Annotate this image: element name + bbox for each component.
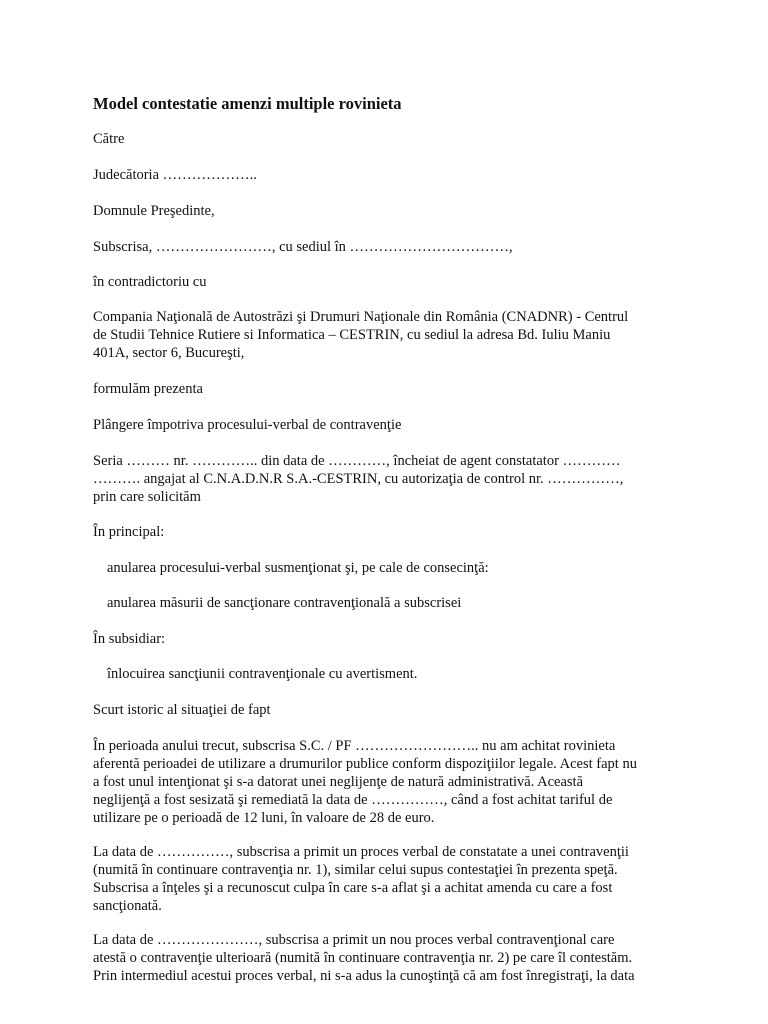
request-item-2: anularea măsurii de sancţionare contravenţională a subscrisei xyxy=(107,595,462,611)
defendant-paragraph xyxy=(93,308,673,362)
document-title: Model contestatie amenzi multiple rovinieta xyxy=(93,94,402,113)
request-item-3: înlocuirea sancţiunii contravenţionale cu avertisment. xyxy=(107,666,418,682)
addressee: Către xyxy=(93,131,125,147)
principal-heading: În principal: xyxy=(93,524,165,540)
history-line-3: a fost unul intenţionat şi s-a datorat unei neglijenţe de natură administrativă. Această xyxy=(93,774,584,790)
series-line-3: prin care solicităm xyxy=(93,489,201,505)
series-line-2: ………. angajat al C.N.A.D.N.R S.A.-CESTRIN, cu autorizaţia de control nr. ……………, xyxy=(93,471,624,487)
first-notice-line-3: Subscrisa a înţeles şi a recunoscut culpa în care s-a aflat şi a achitat amenda cu care a fost xyxy=(93,880,613,896)
court-line: Judecătoria ……………….. xyxy=(93,167,257,183)
history-paragraph xyxy=(93,737,673,827)
claimant-line: Subscrisa, ……………………, cu sediul în ……………………………, xyxy=(93,239,513,255)
second-notice-line-1: La data de …………………, subscrisa a primit un nou proces verbal contravenţional care xyxy=(93,932,615,948)
first-notice-line-4: sancţionată. xyxy=(93,898,162,914)
request-item-1: anularea procesului-verbal susmenţionat şi, pe cale de consecinţă: xyxy=(107,560,489,576)
history-line-4: neglijenţă a fost sesizată şi remediată la data de ……………, când a fost achitat tariful de xyxy=(93,792,613,808)
subsidiary-heading: În subsidiar: xyxy=(93,631,166,647)
history-line-1: În perioada anului trecut, subscrisa S.C. / PF …………………….. nu am achitat rovinieta xyxy=(93,738,616,754)
second-notice-paragraph xyxy=(93,931,673,985)
history-line-2: aferentă perioadei de utilizare a drumurilor publice conform dispoziţiilor legale. Acest fapt nu xyxy=(93,756,637,772)
second-notice-line-3: Prin intermediul acestui proces verbal, ni s-a adus la cunoştinţă că am fost înregistraţi, la data xyxy=(93,968,635,984)
defendant-line-3: 401A, sector 6, Bucureşti, xyxy=(93,345,245,361)
first-notice-paragraph xyxy=(93,843,673,915)
salutation: Domnule Preşedinte, xyxy=(93,203,215,219)
defendant-line-1: Compania Naţională de Autostrăzi şi Drumuri Naţionale din România (CNADNR) - Centrul xyxy=(93,309,629,325)
history-heading: Scurt istoric al situaţiei de fapt xyxy=(93,702,271,718)
history-line-5: utilizare pe o perioadă de 12 luni, în valoare de 28 de euro. xyxy=(93,810,435,826)
series-line-1: Seria ……… nr. ………….. din data de …………, încheiat de agent constatator ………… xyxy=(93,453,621,469)
first-notice-line-2: (numită în continuare contravenţia nr. 1), similar celui supus contestaţiei în prezenta speţă. xyxy=(93,862,618,878)
series-paragraph xyxy=(93,452,673,506)
defendant-line-2: de Studii Tehnice Rutiere si Informatica – CESTRIN, cu sediul la adresa Bd. Iuliu Maniu xyxy=(93,327,611,343)
formulate-line: formulăm prezenta xyxy=(93,381,203,397)
complaint-heading: Plângere împotriva procesului-verbal de contravenţie xyxy=(93,417,402,433)
second-notice-line-2: atestă o contravenţie ulterioară (numită în continuare contravenţia nr. 2) pe care îl contestăm. xyxy=(93,950,633,966)
adversarial-line: în contradictoriu cu xyxy=(93,274,207,290)
first-notice-line-1: La data de ……………, subscrisa a primit un proces verbal de constatate a unei contravenţii xyxy=(93,844,629,860)
